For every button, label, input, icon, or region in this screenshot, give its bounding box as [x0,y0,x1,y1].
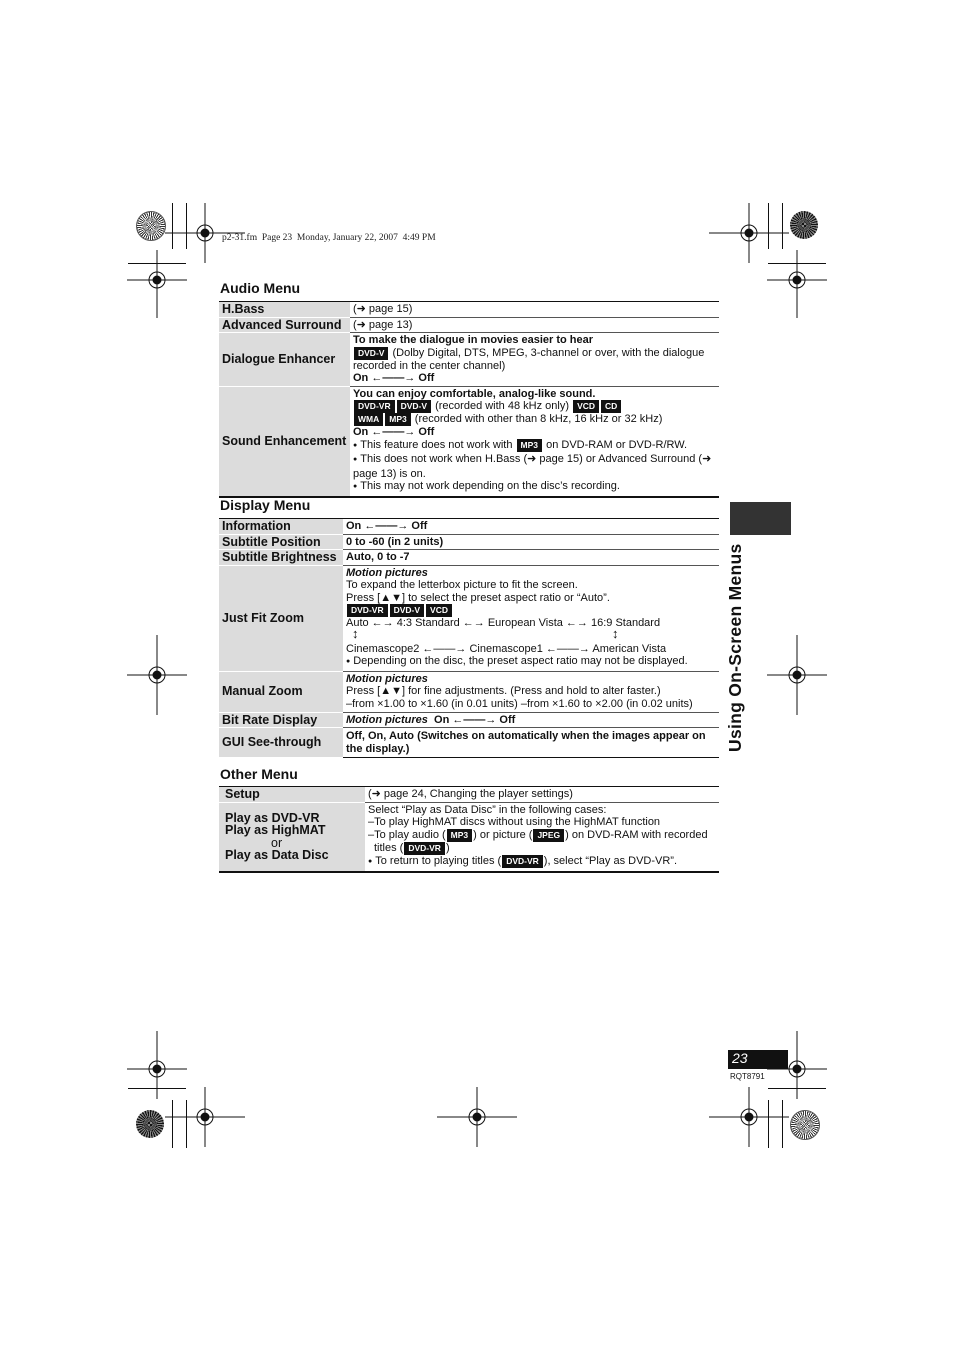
option-text: ) or picture ( [473,828,533,841]
sound-line: You can enjoy comfortable, analog-like sound. [353,387,596,400]
row-label: GUI See-through [219,728,343,758]
zoom-line: Press [▲▼] for fine adjustments. (Press and hold to alter faster.) [346,685,661,698]
table-row [219,550,719,566]
dialogue-setting: On ←——→ Off [353,372,435,384]
zoom-cycle: Auto ←→ 4:3 Standard ←→ European Vista ←→ 16:9 Standard [346,617,661,629]
sound-setting: On ←——→ Off [353,426,435,438]
row-content [343,712,719,728]
sound-text: (recorded with 48 kHz only) [435,400,569,412]
option-label: Play as DVD-VR [225,810,320,825]
format-badge: WMA [354,413,383,426]
format-badge: VCD [426,604,452,617]
table-row [219,534,719,550]
sound-text: (recorded with other than 8 kHz, 16 kHz or 32 kHz) [414,413,663,425]
option-text: ) [445,841,450,854]
other-menu-heading: Other Menu [220,766,298,782]
option-line [368,842,716,855]
format-badge: DVD-VR [347,604,388,617]
format-badge: MP3 [517,439,542,452]
color-target-icon [790,211,818,239]
note-item: ● Depending on the disc, the preset aspect ratio may not be displayed. [346,655,716,670]
option-text: ) on DVD-RAM with recorded [565,828,708,841]
audio-menu-heading: Audio Menu [220,280,301,296]
row-label: Just Fit Zoom [219,565,343,671]
format-badge: DVD-V [354,347,388,360]
table-row [219,333,719,387]
row-label: Information [219,519,343,535]
note-item: ● This may not work depending on the disc’s recording. [353,480,716,495]
table-row [219,386,719,497]
page-number: 23 [728,1050,788,1069]
file-header: p2-31.fm Page 23 Monday, January 22, 2007 4:49 PM [222,233,436,243]
row-text: (➜ page 24, Changing the player settings) [368,788,573,800]
option-line [368,829,716,842]
zoom-line: –from ×1.00 to ×1.60 (in 0.01 units) –from ×1.60 to ×2.00 (in 0.02 units) [346,697,693,710]
up-down-arrow-icon: ↕ [352,625,359,641]
row-label: Subtitle Brightness [219,550,343,566]
table-row [219,671,719,712]
row-content [343,671,719,712]
sound-line [353,413,716,426]
zoom-badges [346,604,716,617]
table-row [219,728,719,758]
option-text: titles ( [374,841,404,854]
row-text: 0 to -60 (in 2 units) [346,535,444,548]
note-item [353,439,716,454]
subheading: Motion pictures [346,566,428,579]
row-label: Advanced Surround [219,317,350,333]
format-badge: DVD-V [397,400,431,413]
row-label: Sound Enhancement [219,386,350,497]
format-badge: VCD [573,400,599,413]
row-content [365,802,719,872]
row-label: H.Bass [219,302,350,318]
side-tab-label: Using On-Screen Menus [725,543,745,752]
note-text: This feature does not work with [360,438,513,451]
format-badge: MP3 [447,829,472,842]
row-text: Auto, 0 to -7 [346,551,410,563]
format-badge: MP3 [385,413,410,426]
note-text: To return to playing titles ( [375,854,502,867]
row-label: Bit Rate Display [219,712,343,728]
row-text: On ←——→ Off [434,713,516,726]
color-target-icon [790,1110,820,1140]
cycle-arrows [346,625,716,643]
table-row [219,302,719,318]
color-target-icon [136,1110,164,1138]
note-text: on DVD-RAM or DVD-R/RW. [546,438,688,451]
table-row [219,317,719,333]
model-code: RQT8791 [730,1072,765,1081]
up-down-arrow-icon: ↕ [612,625,619,641]
row-label: Subtitle Position [219,534,343,550]
format-badge: CD [601,400,621,413]
dialogue-line: To make the dialogue in movies easier to hear [353,334,594,346]
option-line: Select “Play as Data Disc” in the following cases: [368,803,607,816]
display-menu-heading: Display Menu [220,497,311,513]
dialogue-line [353,347,716,373]
format-badge: JPEG [533,829,564,842]
row-label: Setup [219,787,365,803]
row-text: Off, On, Auto (Switches on automatically when the images appear on the display.) [346,730,706,755]
display-menu-table [219,518,719,758]
option-line: –To play HighMAT discs without using the HighMAT function [368,816,661,829]
table-row [219,802,719,872]
row-text: On ←——→ Off [346,520,428,532]
subheading: Motion pictures [346,713,428,726]
row-text: (➜ page 15) [353,303,413,315]
format-badge: DVD-VR [354,400,395,413]
table-row [219,712,719,728]
row-text: (➜ page 13) [353,318,413,331]
row-label: Dialogue Enhancer [219,333,350,387]
other-menu-table [219,786,719,873]
zoom-cycle: Cinemascope2 ←——→ Cinemascope1 ←——→ American Vista [346,642,667,655]
format-badge: DVD-V [390,604,424,617]
subheading: Motion pictures [346,672,428,685]
option-label: Play as HighMAT [225,823,326,837]
note-item: ● This does not work when H.Bass (➜ page 15) or Advanced Surround (➜ page 13) is on. [353,453,716,480]
row-content [350,386,719,497]
zoom-line: Press [▲▼] to select the preset aspect ratio or “Auto”. [346,591,610,604]
table-row [219,565,719,671]
format-badge: DVD-VR [404,842,445,855]
note-text: ), select “Play as DVD-VR”. [543,854,678,867]
note-item [368,855,716,870]
audio-menu-table [219,301,719,498]
table-row [219,787,719,803]
dialogue-text: (Dolby Digital, DTS, MPEG, 3-channel or over, with the dialogue recorded in the center channel) [353,346,705,372]
row-content [343,565,719,671]
option-label: or [271,835,283,850]
option-label: Play as Data Disc [225,848,329,862]
color-target-icon [136,211,166,241]
section-tab-marker [730,502,791,535]
option-text: –To play audio ( [368,828,446,841]
row-label: Manual Zoom [219,671,343,712]
sound-line [353,400,716,413]
format-badge: DVD-VR [502,855,543,868]
table-row [219,519,719,535]
row-label [219,802,365,872]
zoom-line: To expand the letterbox picture to fit the screen. [346,579,578,591]
row-content [350,333,719,387]
